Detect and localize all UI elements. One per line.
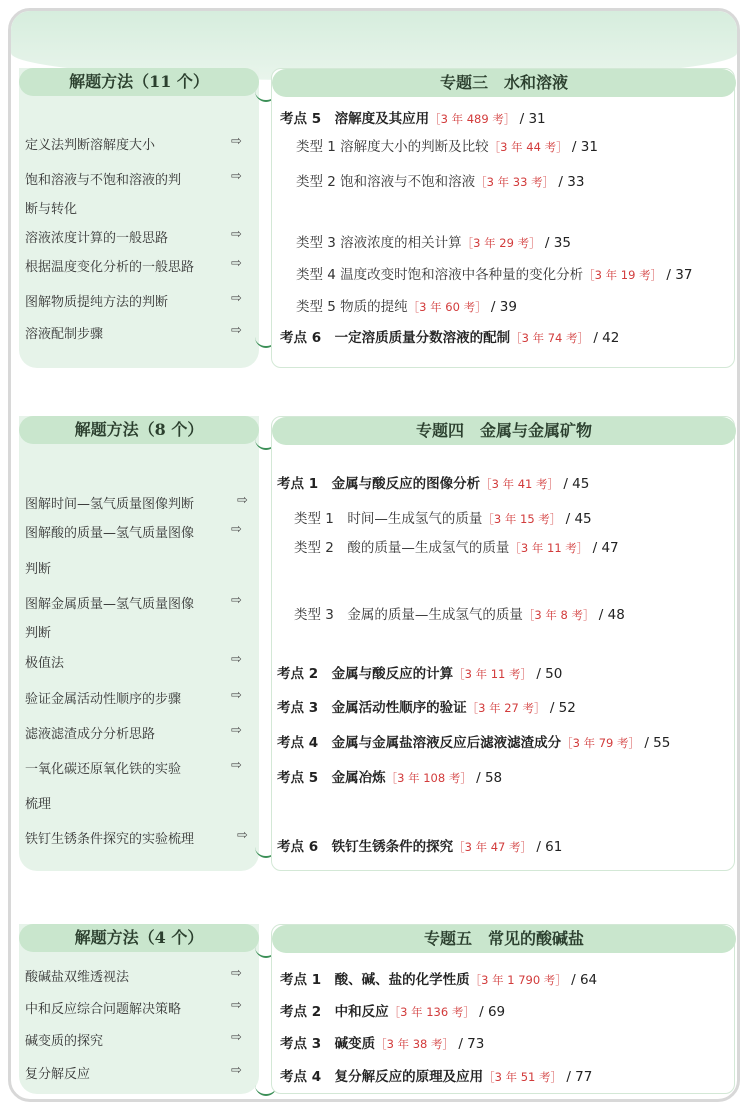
- topic-panel: [271, 68, 735, 368]
- toc-entry[interactable]: 考点 3 金属活动性顺序的验证［3 年 27 考］ / 52: [277, 700, 576, 716]
- method-item[interactable]: 定义法判断溶解度大小: [25, 138, 156, 153]
- toc-entry[interactable]: 考点 1 金属与酸反应的图像分析［3 年 41 考］ / 45: [277, 476, 590, 492]
- method-item-cont: 梳理: [25, 797, 52, 812]
- toc-entry[interactable]: 考点 5 溶解度及其应用［3 年 489 考］ / 31: [280, 111, 546, 127]
- arrow-right-icon: ⇨: [231, 652, 242, 667]
- toc-subentry[interactable]: 类型 5 物质的提纯［3 年 60 考］ / 39: [296, 299, 517, 315]
- methods-panel: [19, 924, 259, 1094]
- method-item[interactable]: 根据温度变化分析的一般思路: [25, 260, 195, 275]
- method-item[interactable]: 图解金属质量—氢气质量图像: [25, 597, 195, 612]
- method-item-cont: 判断: [25, 626, 52, 641]
- topic-title: 专题三 水和溶液: [272, 69, 736, 97]
- method-item[interactable]: 滤液滤渣成分分析思路: [25, 727, 156, 742]
- toc-entry[interactable]: 考点 1 酸、碱、盐的化学性质［3 年 1 790 考］ / 64: [280, 972, 598, 988]
- toc-subentry[interactable]: 类型 2 饱和溶液与不饱和溶液［3 年 33 考］ / 33: [296, 174, 585, 190]
- topic-title: 专题四 金属与金属矿物: [272, 417, 736, 445]
- arrow-right-icon: ⇨: [231, 723, 242, 738]
- toc-entry[interactable]: 考点 5 金属冶炼［3 年 108 考］ / 58: [277, 770, 503, 786]
- arrow-right-icon: ⇨: [237, 493, 248, 508]
- method-item[interactable]: 碱变质的探究: [25, 1034, 104, 1049]
- arrow-right-icon: ⇨: [231, 256, 242, 271]
- toc-subentry[interactable]: 类型 1 时间—生成氢气的质量［3 年 15 考］ / 45: [294, 511, 592, 527]
- arrow-right-icon: ⇨: [231, 522, 242, 537]
- arrow-right-icon: ⇨: [231, 169, 242, 184]
- method-item[interactable]: 饱和溶液与不饱和溶液的判: [25, 173, 182, 188]
- arrow-right-icon: ⇨: [237, 828, 248, 843]
- arrow-right-icon: ⇨: [231, 998, 242, 1013]
- method-item[interactable]: 图解酸的质量—氢气质量图像: [25, 526, 195, 541]
- toc-entry[interactable]: 考点 2 中和反应［3 年 136 考］ / 69: [280, 1004, 506, 1020]
- method-item[interactable]: 一氧化碳还原氧化铁的实验: [25, 762, 182, 777]
- methods-title: 解题方法（8 个）: [19, 416, 259, 444]
- section-topic-3: [19, 68, 735, 368]
- toc-subentry[interactable]: 类型 3 溶液浓度的相关计算［3 年 29 考］ / 35: [296, 235, 571, 251]
- method-item[interactable]: 图解时间—氢气质量图像判断: [25, 497, 195, 512]
- method-item[interactable]: 图解物质提纯方法的判断: [25, 295, 169, 310]
- topic-title: 专题五 常见的酸碱盐: [272, 925, 736, 953]
- method-item[interactable]: 铁钉生锈条件探究的实验梳理: [25, 832, 195, 847]
- toc-page: [8, 8, 740, 1102]
- arrow-right-icon: ⇨: [231, 966, 242, 981]
- arrow-right-icon: ⇨: [231, 758, 242, 773]
- method-item[interactable]: 溶液配制步骤: [25, 327, 104, 342]
- section-topic-4: [19, 416, 735, 871]
- methods-panel: [19, 68, 259, 368]
- method-item[interactable]: 溶液浓度计算的一般思路: [25, 231, 169, 246]
- method-item-cont: 判断: [25, 562, 52, 577]
- arrow-right-icon: ⇨: [231, 1063, 242, 1078]
- toc-subentry[interactable]: 类型 2 酸的质量—生成氢气的质量［3 年 11 考］ / 47: [294, 540, 619, 556]
- methods-title: 解题方法（4 个）: [19, 924, 259, 952]
- arrow-right-icon: ⇨: [231, 593, 242, 608]
- topic-panel: [271, 924, 735, 1094]
- toc-entry[interactable]: 考点 6 铁钉生锈条件的探究［3 年 47 考］ / 61: [277, 839, 563, 855]
- method-item[interactable]: 极值法: [25, 656, 65, 671]
- methods-title: 解题方法（11 个）: [19, 68, 259, 96]
- arrow-right-icon: ⇨: [231, 323, 242, 338]
- section-topic-5: [19, 924, 735, 1094]
- toc-entry[interactable]: 考点 6 一定溶质质量分数溶液的配制［3 年 74 考］ / 42: [280, 330, 620, 346]
- toc-entry[interactable]: 考点 3 碱变质［3 年 38 考］ / 73: [280, 1036, 485, 1052]
- method-item[interactable]: 酸碱盐双维透视法: [25, 970, 130, 985]
- toc-subentry[interactable]: 类型 4 温度改变时饱和溶液中各种量的变化分析［3 年 19 考］ / 37: [296, 267, 693, 283]
- toc-entry[interactable]: 考点 2 金属与酸反应的计算［3 年 11 考］ / 50: [277, 666, 563, 682]
- arrow-right-icon: ⇨: [231, 291, 242, 306]
- arrow-right-icon: ⇨: [231, 1030, 242, 1045]
- toc-subentry[interactable]: 类型 1 溶解度大小的判断及比较［3 年 44 考］ / 31: [296, 139, 598, 155]
- toc-entry[interactable]: 考点 4 复分解反应的原理及应用［3 年 51 考］ / 77: [280, 1069, 593, 1085]
- method-item-cont: 断与转化: [25, 202, 78, 217]
- arrow-right-icon: ⇨: [231, 134, 242, 149]
- method-item[interactable]: 复分解反应: [25, 1067, 91, 1082]
- arrow-right-icon: ⇨: [231, 688, 242, 703]
- toc-entry[interactable]: 考点 4 金属与金属盐溶液反应后滤液滤渣成分［3 年 79 考］ / 55: [277, 735, 671, 751]
- method-item[interactable]: 验证金属活动性顺序的步骤: [25, 692, 182, 707]
- topic-panel: [271, 416, 735, 871]
- methods-panel: [19, 416, 259, 871]
- arrow-right-icon: ⇨: [231, 227, 242, 242]
- toc-subentry[interactable]: 类型 3 金属的质量—生成氢气的质量［3 年 8 考］ / 48: [294, 607, 625, 623]
- method-item[interactable]: 中和反应综合问题解决策略: [25, 1002, 182, 1017]
